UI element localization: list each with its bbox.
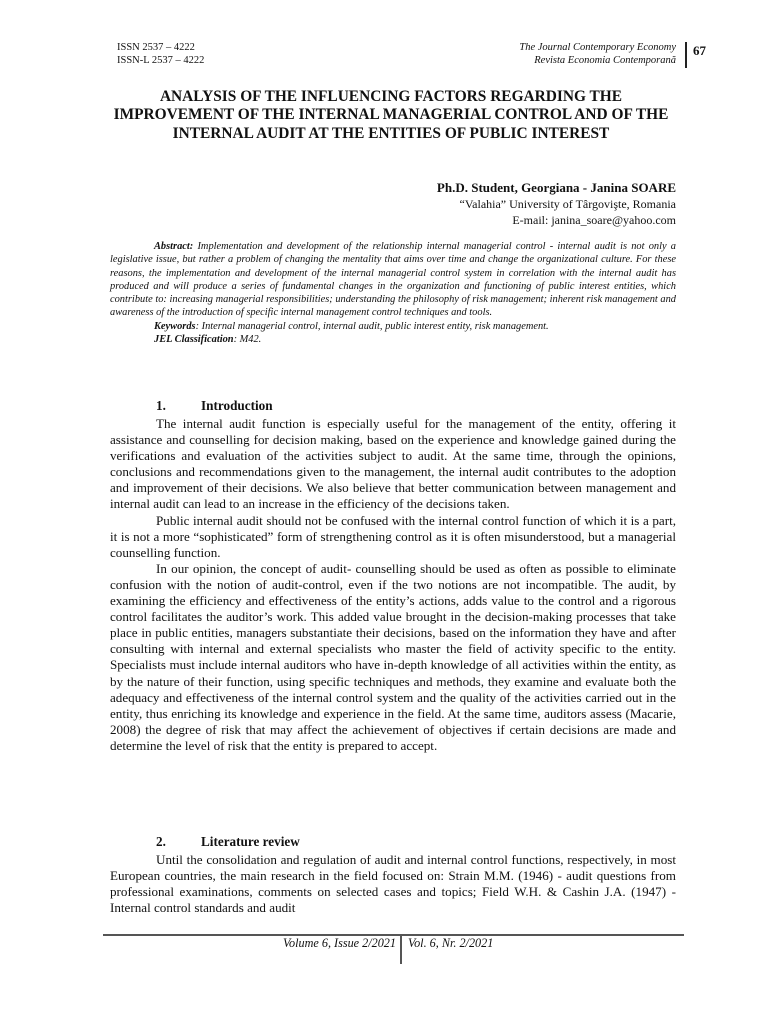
section-number: 2. bbox=[156, 834, 166, 849]
jel-label: JEL Classification bbox=[154, 334, 234, 346]
section-heading-introduction bbox=[156, 398, 273, 414]
section-title: Literature review bbox=[201, 834, 300, 849]
section-number: 1. bbox=[156, 398, 166, 413]
paragraph: The internal audit function is especially useful for the management of the entity, offering it assistance and counselling for decision making, based on the experience and knowledge gained during the verifications and evaluation of the activities subject to audit. At the same time, through the opinions, conclusions and recommendations given to the management, the internal audit contributes to the adoption and improvement of their decisions. We also believe that better communication between management and internal audit can lead to an increase in the efficiency of the decisions taken. bbox=[110, 416, 676, 512]
section-body-introduction bbox=[110, 416, 676, 754]
paragraph: Until the consolidation and regulation of audit and internal control functions, respectively, in most European countries, the main research in the field focused on: Strain M.M. (1946) - audit questions from professional examinations, comments on selected cases and topics; Field W.H. & Cashin J.A. (1947) - Internal control standards and audit bbox=[110, 852, 676, 916]
jel-line bbox=[110, 333, 676, 346]
abstract-paragraph bbox=[110, 240, 676, 320]
footer-divider bbox=[400, 934, 402, 964]
journal-name bbox=[519, 42, 676, 67]
keywords-text: : Internal managerial control, internal audit, public interest entity, risk management. bbox=[195, 320, 549, 332]
abstract-label: Abstract: bbox=[154, 241, 194, 252]
jel-text: : M42. bbox=[233, 334, 262, 346]
paragraph: Public internal audit should not be confused with the internal control function of which it is a part, it is not a more “sophisticated” form of strengthening control as it is often misunderstood, but a managerial counselling function. bbox=[110, 512, 676, 560]
abstract bbox=[110, 240, 676, 346]
footer-volume-en: Volume 6, Issue 2/2021 bbox=[282, 936, 396, 950]
journal-name-ro: Revista Economia Contemporană bbox=[534, 54, 676, 66]
keywords-line bbox=[110, 320, 676, 333]
page-number: 67 bbox=[693, 43, 706, 58]
author-block bbox=[437, 180, 676, 228]
section-heading-literature-review bbox=[156, 834, 300, 850]
page-header bbox=[117, 42, 684, 72]
paper-title: ANALYSIS OF THE INFLUENCING FACTORS REGARDING THE IMPROVEMENT OF THE INTERNAL MANAGERIAL CONTROL AND OF THE INTERNAL AUDIT AT THE ENTITIES OF PUBLIC INTEREST bbox=[113, 88, 669, 142]
issn: ISSN 2537 – 4222 bbox=[117, 42, 195, 53]
keywords-label: Keywords bbox=[154, 320, 196, 332]
issn-l: ISSN-L 2537 – 4222 bbox=[117, 54, 205, 66]
paragraph: In our opinion, the concept of audit- counselling should be used as often as possible to eliminate confusion with the notion of audit-control, even if the two notions are not incompatible. The audit, by examining the efficiency and effectiveness of the entity’s actions, adds value to the control and a rigorous control facilitates the auditor’s work. This added value brought in the decision-making processes that take place in public entities, managers substantiate their decisions, based on the information they have and after consulting with internal and external specialists who master the field of activity specific to the entity. Specialists must include internal auditors who have in-depth knowledge of all activities within the entity, as by the nature of their function, using specific techniques and methods, they examine and evaluate both the adequacy and effectiveness of the internal control system and the quality of the activities carried out in the entity, thus enriching its knowledge and experience in the field. At the same time, auditors assess (Macarie, 2008) the degree of risk that may affect the achievement of objectives if certain decisions are made and determine the level of risk that the entity is prepared to accept. bbox=[110, 560, 676, 753]
section-body-literature-review bbox=[110, 852, 676, 916]
section-title: Introduction bbox=[201, 398, 273, 413]
abstract-text: Implementation and development of the relationship internal managerial control - internal audit is not only a legislative issue, but rather a problem of changing the mentality that aims over time and change the organizational culture. For these reasons, the implementation and development of the internal managerial control system in correlation with the internal audit has produced and will produce a series of fundamental changes in the organization and functioning of public interest entities, which contribute to: increasing managerial responsibilities; understanding the philosophy of risk management; inherent risk management and awareness of the introduction of specific internal management control techniques and tools. bbox=[110, 241, 676, 319]
issn-block bbox=[117, 42, 204, 67]
author-affiliation: “Valahia” University of Târgovişte, Romania bbox=[459, 197, 676, 211]
author-email: E-mail: janina_soare@yahoo.com bbox=[512, 213, 676, 227]
footer-volume-ro: Vol. 6, Nr. 2/2021 bbox=[408, 936, 494, 950]
author-name: Ph.D. Student, Georgiana - Janina SOARE bbox=[436, 180, 676, 195]
journal-name-en: The Journal Contemporary Economy bbox=[519, 42, 676, 53]
header-divider bbox=[685, 42, 687, 68]
